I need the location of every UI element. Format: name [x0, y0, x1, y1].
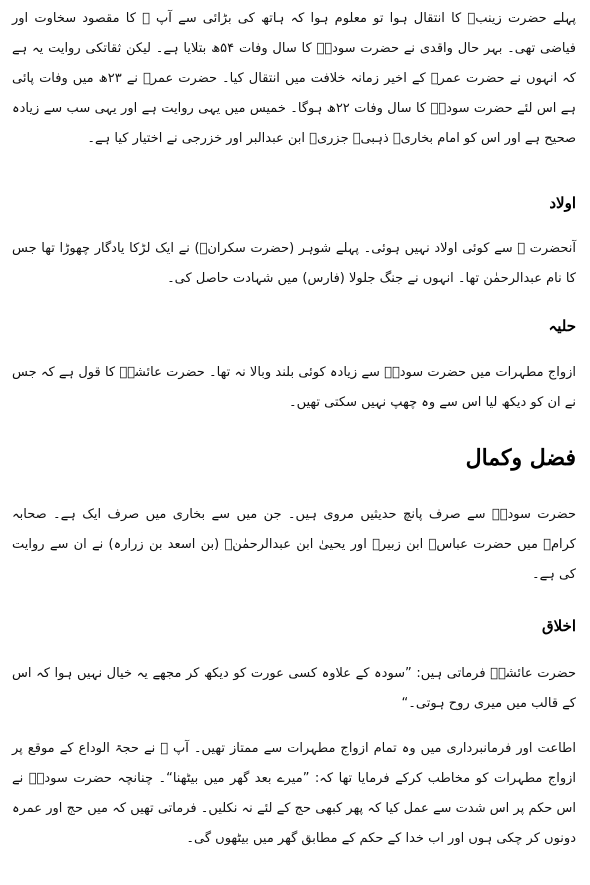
akhlaq-paragraph-2: اطاعت اور فرمانبرداری میں وہ تمام ازواج مطہرات سے ممتاز تھیں۔ آپ ﷺ نے حجۃ الوداع کے موقع پر ازواج مطہرات کو مخاطب کرکے فرمایا تھا کہ: ”میرے بعد گھر میں بیٹھنا“۔ چنانچہ حضرت سودہؓ نے اس حکم پر اس شدت سے عمل کیا کہ پھر کبھی حج کے لئے نہ نکلیں۔ فرماتی تھیں کہ میں حج اور عمرہ دونوں کر چکی ہوں اور اب خدا کے حکم کے مطابق گھر میں بیٹھوں گی۔ — [12, 741, 576, 846]
heading-akhlaq: اخلاق — [541, 617, 576, 635]
fazl-paragraph: حضرت سودہؓ سے صرف پانچ حدیثیں مروی ہیں۔ جن میں سے بخاری میں صرف ایک ہے۔ صحابہ کرامؓ میں حضرت عباسؓ ابن زبیرؓ اور یحییٰ ابن عبدالرحمٰنؒ (بن اسعد بن زرارہ) نے ان سے روایت کی ہے۔ — [12, 507, 576, 582]
intro-paragraph: پہلے حضرت زینبؓ کا انتقال ہوا تو معلوم ہوا کہ ہاتھ کی بڑائی سے آپ ﷺ کا مقصود سخاوت اور فیاضی تھی۔ بہر حال واقدی نے حضرت سودہؓ کا سال وفات ۵۴ھ بتلایا ہے۔ لیکن ثقاتکی روایت یہ ہے کہ انہوں نے حضرت عمرؓ کے اخیر زمانہ خلافت میں انتقال کیا۔ حضرت عمرؓ نے ۲۳ھ میں وفات پائی ہے اس لئے حضرت سودہؓ کا سال وفات ۲۲ھ ہوگا۔ خمیس میں یہی روایت ہے اور یہی سب سے زیادہ صحیح ہے اور اس کو امام بخاریؒ ذہبیؒ جزریؒ ابن عبدالبر اور خزرجی نے اختیار کیا ہے۔ — [12, 11, 577, 146]
akhlaq-paragraph-1: حضرت عائشہؓ فرماتی ہیں: ”سودہ کے علاوہ کسی عورت کو دیکھ کر مجھے یہ خیال نہیں ہوا کہ اس کے قالب میں میری روح ہوتی۔“ — [12, 666, 576, 711]
huliya-paragraph: ازواج مطہرات میں حضرت سودہؓ سے زیادہ کوئی بلند وبالا نہ تھا۔ حضرت عائشہؓ کا قول ہے کہ جس نے ان کو دیکھ لیا اس سے وہ چھپ نہیں سکتی تھیں۔ — [12, 365, 576, 410]
heading-aulad: اولاد — [549, 194, 576, 212]
heading-fazl-o-kamal: فضل وکمال — [465, 445, 576, 471]
heading-huliya: حلیہ — [548, 317, 576, 335]
aulad-paragraph: آنحضرت ﷺ سے کوئی اولاد نہیں ہوئی۔ پہلے شوہر (حضرت سکرانؓ) نے ایک لڑکا یادگار چھوڑا تھا جس کا نام عبدالرحمٰن تھا۔ انہوں نے جنگ جلولا (فارس) میں شہادت حاصل کی۔ — [12, 241, 576, 286]
